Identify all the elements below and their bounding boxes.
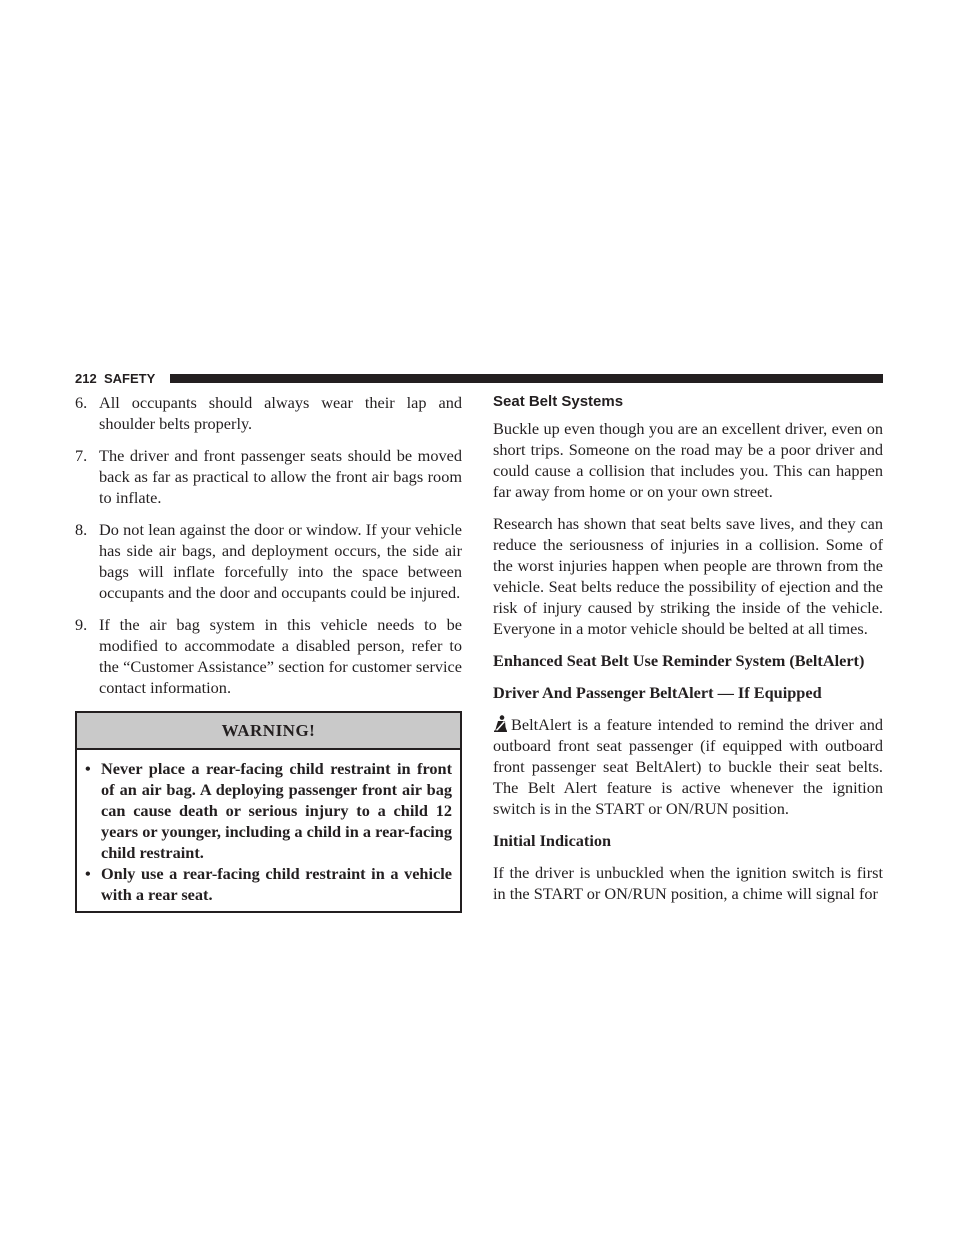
list-item-text: If the air bag system in this vehicle needs to be modified to accommodate a disabled person, refer to the “Customer Assistance” section for customer service contact information. [99, 615, 462, 697]
list-item [75, 519, 462, 603]
header-rule [170, 374, 883, 383]
warning-text: Only use a rear-facing child restraint in a vehicle with a rear seat. [101, 864, 452, 904]
section-title: Seat Belt Systems [493, 393, 624, 410]
bullet: • [85, 759, 91, 778]
page-number: 212 [75, 371, 97, 386]
list-number: 6. [75, 393, 88, 412]
page-header [75, 371, 883, 387]
list-item [75, 392, 462, 434]
list-item [75, 614, 462, 698]
warning-item [85, 758, 452, 863]
warning-text: Never place a rear-facing child restraint in front of an air bag. A deploying passenger front air bag can cause death or serious injury to a child 12 years or younger, including a child in a rear-facing child restraint. [101, 759, 452, 862]
subheading: Enhanced Seat Belt Use Reminder System (BeltAlert) [493, 651, 865, 670]
list-item-text: The driver and front passenger seats should be moved back as far as practical to allow the front air bags room to inflate. [99, 446, 462, 507]
seat-belt-warning-icon [493, 715, 508, 732]
list-item-text: All occupants should always wear their lap and shoulder belts properly. [99, 393, 462, 433]
warning-item [85, 863, 452, 905]
list-item [75, 445, 462, 508]
numbered-list [75, 392, 462, 698]
paragraph [493, 714, 883, 819]
paragraph: If the driver is unbuckled when the ignition switch is first in the START or ON/RUN position, a chime will signal for [493, 863, 883, 903]
section-label: SAFETY [104, 371, 156, 386]
paragraph: Research has shown that seat belts save lives, and they can reduce the seriousness of injuries in a collision. Some of the worst injuries happen when people are thrown from the vehicle. Seat belts reduce the possibility of ejection and the risk of injury caused by striking the inside of the vehicle. Everyone in a motor vehicle should be belted at all times. [493, 514, 883, 638]
right-column [493, 392, 883, 915]
left-column [75, 392, 462, 913]
subheading: Driver And Passenger BeltAlert — If Equipped [493, 683, 822, 702]
paragraph-text: BeltAlert is a feature intended to remind the driver and outboard front seat passenger (if equipped with outboard front passenger seat BeltAlert) to buckle their seat belts. The Belt Alert feature is active whenever the ignition switch is in the START or ON/RUN position. [493, 715, 883, 818]
list-item-text: Do not lean against the door or window. If your vehicle has side air bags, and deployment occurs, the side air bags will inflate forcefully into the space between occupants and the door and occupants could be injured. [99, 520, 462, 602]
list-number: 7. [75, 446, 88, 465]
subheading: Initial Indication [493, 831, 612, 850]
warning-list [77, 750, 460, 911]
bullet: • [85, 864, 91, 883]
paragraph: Buckle up even though you are an excellent driver, even on short trips. Someone on the road may be a poor driver and could cause a collision that includes you. This can happen far away from home or on your own street. [493, 419, 883, 501]
warning-box [75, 711, 462, 913]
list-number: 8. [75, 520, 88, 539]
warning-title: WARNING! [77, 713, 460, 750]
list-number: 9. [75, 615, 88, 634]
